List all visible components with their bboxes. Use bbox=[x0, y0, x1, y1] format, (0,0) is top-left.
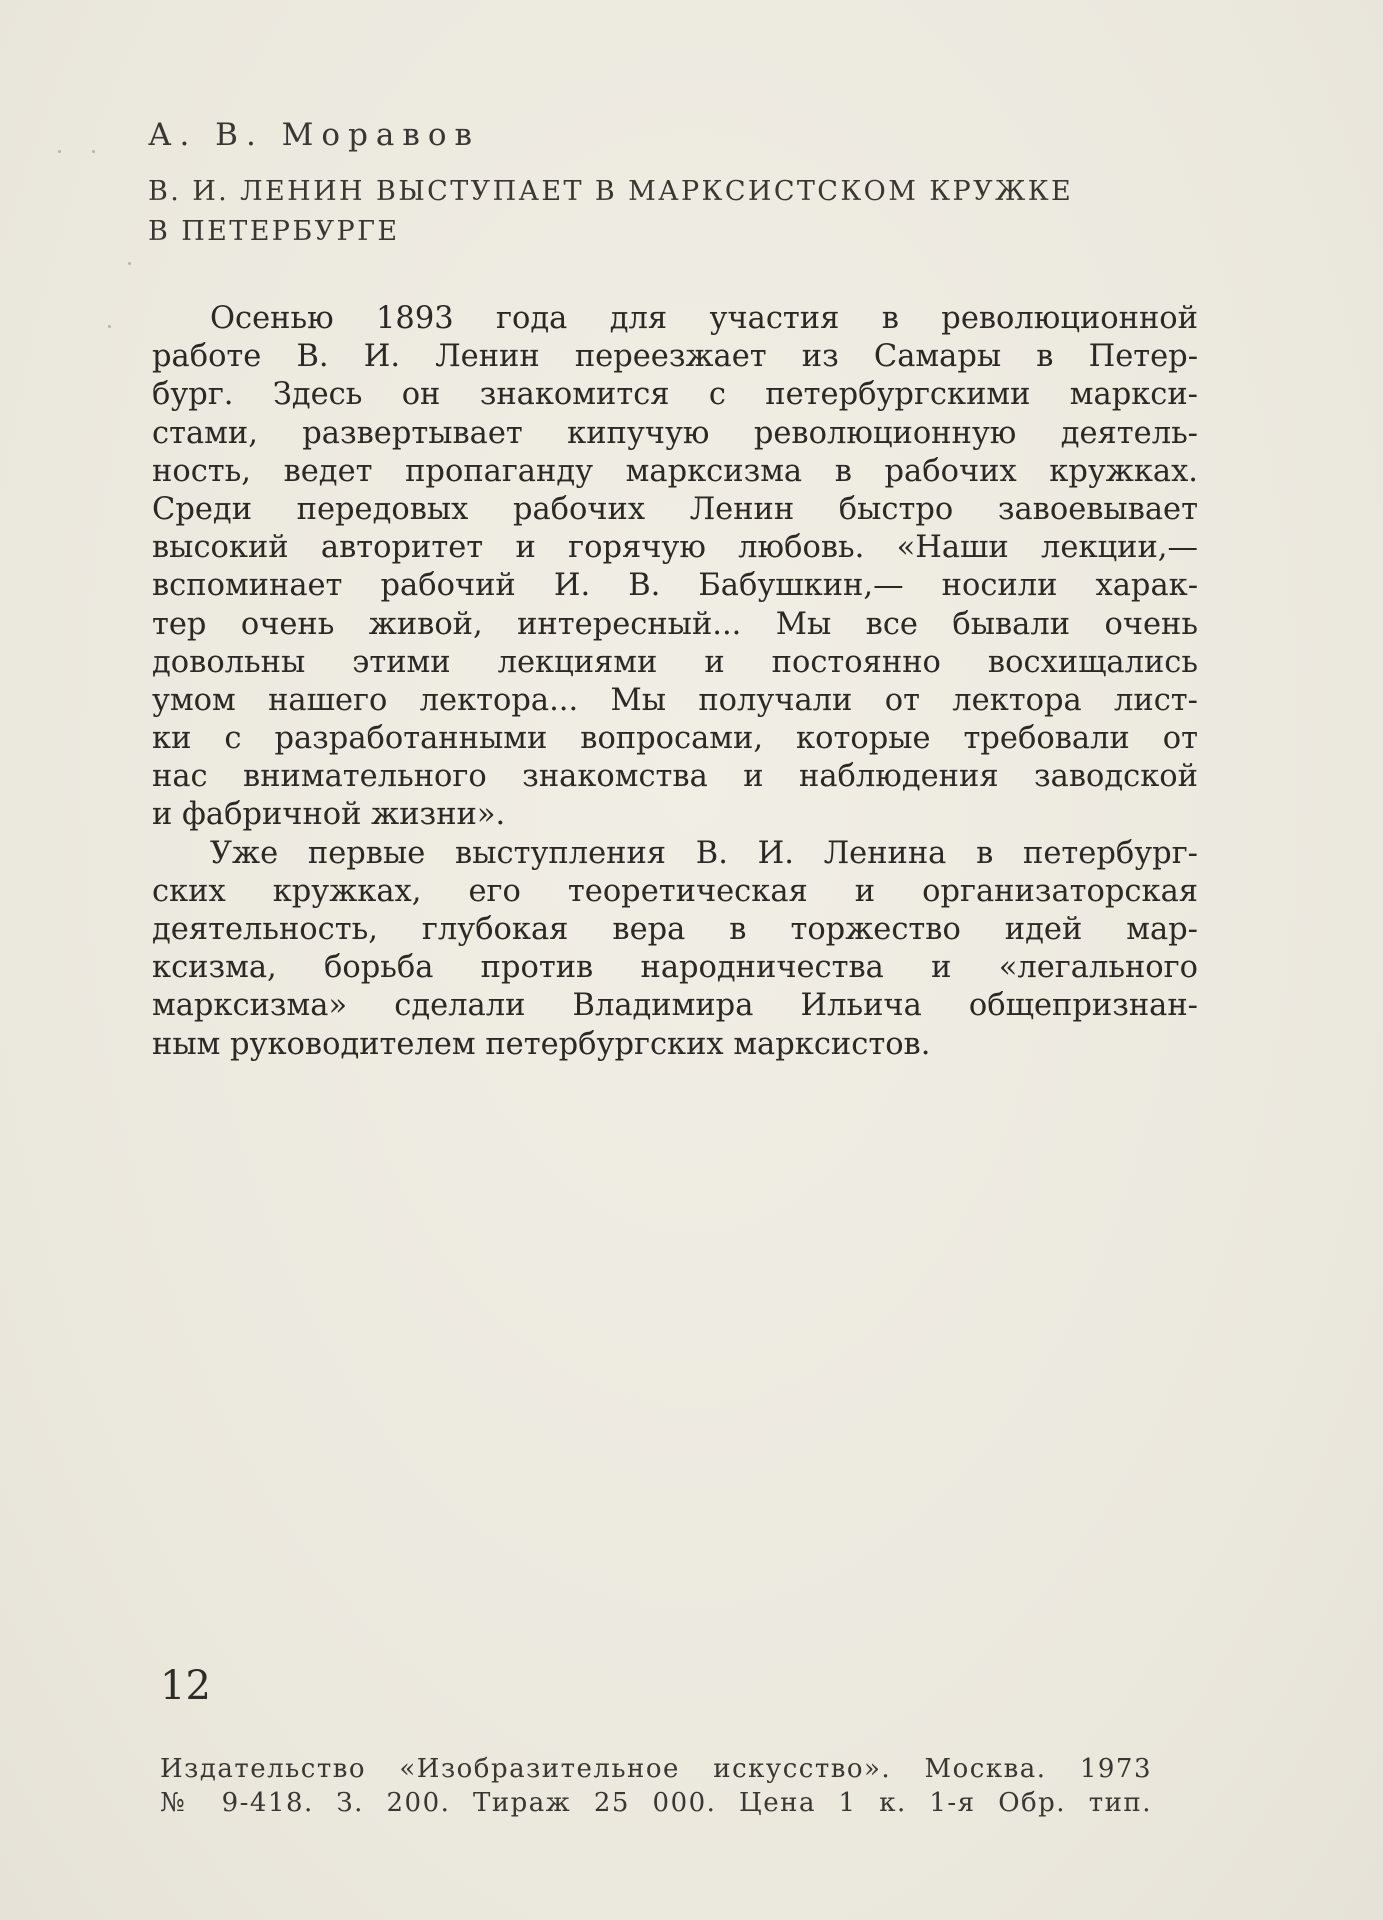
body-line: нас внимательного знакомства и наблюдения заводской bbox=[152, 759, 1198, 795]
imprint-line: № 9-418. З. 200. Тираж 25 000. Цена 1 к. 1-я Обр. тип. bbox=[160, 1788, 1152, 1818]
body-line: довольны этими лекциями и постоянно восхищались bbox=[152, 644, 1198, 680]
body-line: ным руководителем петербургских марксистов. bbox=[152, 1026, 931, 1062]
body-line: Уже первые выступления В. И. Ленина в петербург- bbox=[210, 835, 1198, 871]
body-line: ксизма, борьба против народничества и «легального bbox=[152, 950, 1198, 986]
body-line: Среди передовых рабочих Ленин быстро завоевывает bbox=[152, 491, 1198, 527]
body-line: тер очень живой, интересный... Мы все бывали очень bbox=[152, 606, 1198, 642]
body-line: ки с разработанными вопросами, которые требовали от bbox=[152, 721, 1198, 757]
publisher-imprint bbox=[160, 1752, 1152, 1820]
body-line: Осенью 1893 года для участия в революционной bbox=[210, 301, 1198, 336]
article-body bbox=[152, 300, 1198, 1064]
paper-speck bbox=[92, 150, 95, 153]
paper-speck bbox=[58, 150, 61, 153]
page-number: 12 bbox=[160, 1663, 211, 1709]
body-line: марксизма» сделали Владимира Ильича общепризнан- bbox=[152, 988, 1198, 1024]
body-line: работе В. И. Ленин переезжает из Самары в Петер- bbox=[152, 339, 1198, 375]
title-line: В ПЕТЕРБУРГЕ bbox=[148, 216, 400, 247]
body-line: стами, развертывает кипучую революционную деятель- bbox=[152, 415, 1198, 451]
title-line: В. И. ЛЕНИН ВЫСТУПАЕТ В МАРКСИСТСКОМ КРУЖКЕ bbox=[148, 176, 1074, 207]
article-title bbox=[148, 172, 1208, 252]
paper-speck bbox=[108, 325, 111, 328]
imprint-line: Издательство «Изобразительное искусство». Москва. 1973 bbox=[160, 1754, 1152, 1784]
body-line: деятельность, глубокая вера в торжество идей мар- bbox=[152, 912, 1198, 947]
body-line: бург. Здесь он знакомится с петербургскими маркси- bbox=[152, 377, 1198, 413]
body-line: высокий авторитет и горячую любовь. «Наши лекции,— bbox=[152, 530, 1198, 566]
body-line: ность, ведет пропаганду марксизма в рабочих кружках. bbox=[152, 453, 1198, 489]
body-line: ских кружках, его теоретическая и организаторская bbox=[152, 873, 1198, 909]
paper-speck bbox=[128, 262, 131, 265]
body-line: вспоминает рабочий И. В. Бабушкин,— носили харак- bbox=[152, 568, 1198, 604]
body-line: умом нашего лектора... Мы получали от лектора лист- bbox=[152, 682, 1198, 718]
body-line: и фабричной жизни». bbox=[152, 797, 506, 833]
author-name: А. В. Моравов bbox=[148, 117, 480, 153]
